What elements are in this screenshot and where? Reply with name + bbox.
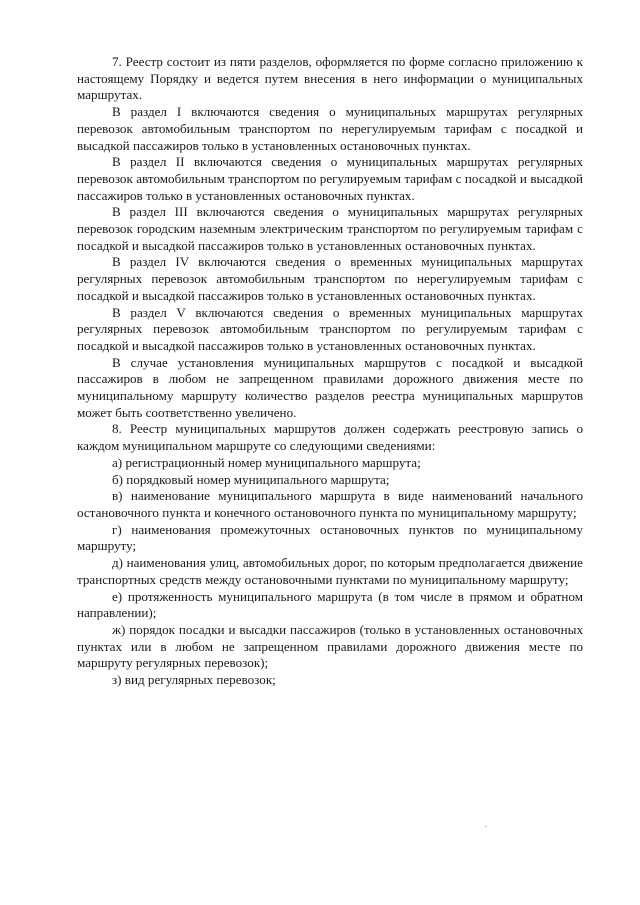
list-item-v: в) наименование муниципального маршрута в виде наименований начального остановочного пункта и конечного остановочного пункта по муниципальному маршруту; [77, 488, 583, 520]
list-item-d: д) наименования улиц, автомобильных дорог, по которым предполагается движение транспортных средств между остановочными пунктами по муниципальному маршруту; [77, 555, 583, 587]
scan-speck [485, 826, 487, 827]
paragraph-section-iv: В раздел IV включаются сведения о временных муниципальных маршрутах регулярных перевозок автомобильным транспортом по нерегулируемым тарифам с посадкой и высадкой пассажиров только в установленных остановочных пунктах. [77, 254, 583, 303]
paragraph-7-registry-structure: 7. Реестр состоит из пяти разделов, оформляется по форме согласно приложению к настоящему Порядку и ведется путем внесения в него информации о муниципальных маршрутах. [77, 54, 583, 103]
paragraph-section-iii: В раздел III включаются сведения о муниципальных маршрутах регулярных перевозок городским наземным электрическим транспортом по регулируемым тарифам с посадкой и высадкой пассажиров только в установленных остановочных пунктах. [77, 204, 583, 253]
list-item-g: г) наименования промежуточных остановочных пунктов по муниципальному маршруту; [77, 521, 583, 554]
document-body [77, 54, 583, 689]
paragraph-8-registry-record: 8. Реестр муниципальных маршрутов должен содержать реестровую запись о каждом муниципальном маршруте со следующими сведениями: [77, 421, 583, 454]
list-item-zh: ж) порядок посадки и высадки пассажиров (только в установленных остановочных пунктах или в любом не запрещенном правилами дорожного движения месте по маршруту регулярных перевозок); [77, 621, 583, 671]
paragraph-section-v: В раздел V включаются сведения о временных муниципальных маршрутах регулярных перевозок автомобильным транспортом по регулируемым тарифам с посадкой и высадкой пассажиров только в установленных остановочных пунктах. [77, 304, 583, 353]
paragraph-section-ii: В раздел II включаются сведения о муниципальных маршрутах регулярных перевозок автомобильным транспортом по регулируемым тарифам с посадкой и высадкой пассажиров только в установленных остановочных пунктах. [77, 154, 583, 203]
paragraph-sections-increase: В случае установления муниципальных маршрутов с посадкой и высадкой пассажиров в любом не запрещенном правилами дорожного движения месте по муниципальному маршруту количество разделов реестра муниципальных маршрутов может быть соответственно увеличено. [77, 354, 583, 420]
list-item-a: а) регистрационный номер муниципального маршрута; [112, 454, 421, 470]
list-item-b: б) порядковый номер муниципального маршрута; [112, 471, 390, 487]
list-item-z: з) вид регулярных перевозок; [112, 672, 276, 688]
paragraph-section-i: В раздел I включаются сведения о муниципальных маршрутах регулярных перевозок автомобильным транспортом по нерегулируемым тарифам с посадкой и высадкой пассажиров только в установленных остановочных пунктах. [77, 104, 583, 153]
list-item-e: е) протяженность муниципального маршрута (в том числе в прямом и обратном направлении); [77, 588, 583, 621]
